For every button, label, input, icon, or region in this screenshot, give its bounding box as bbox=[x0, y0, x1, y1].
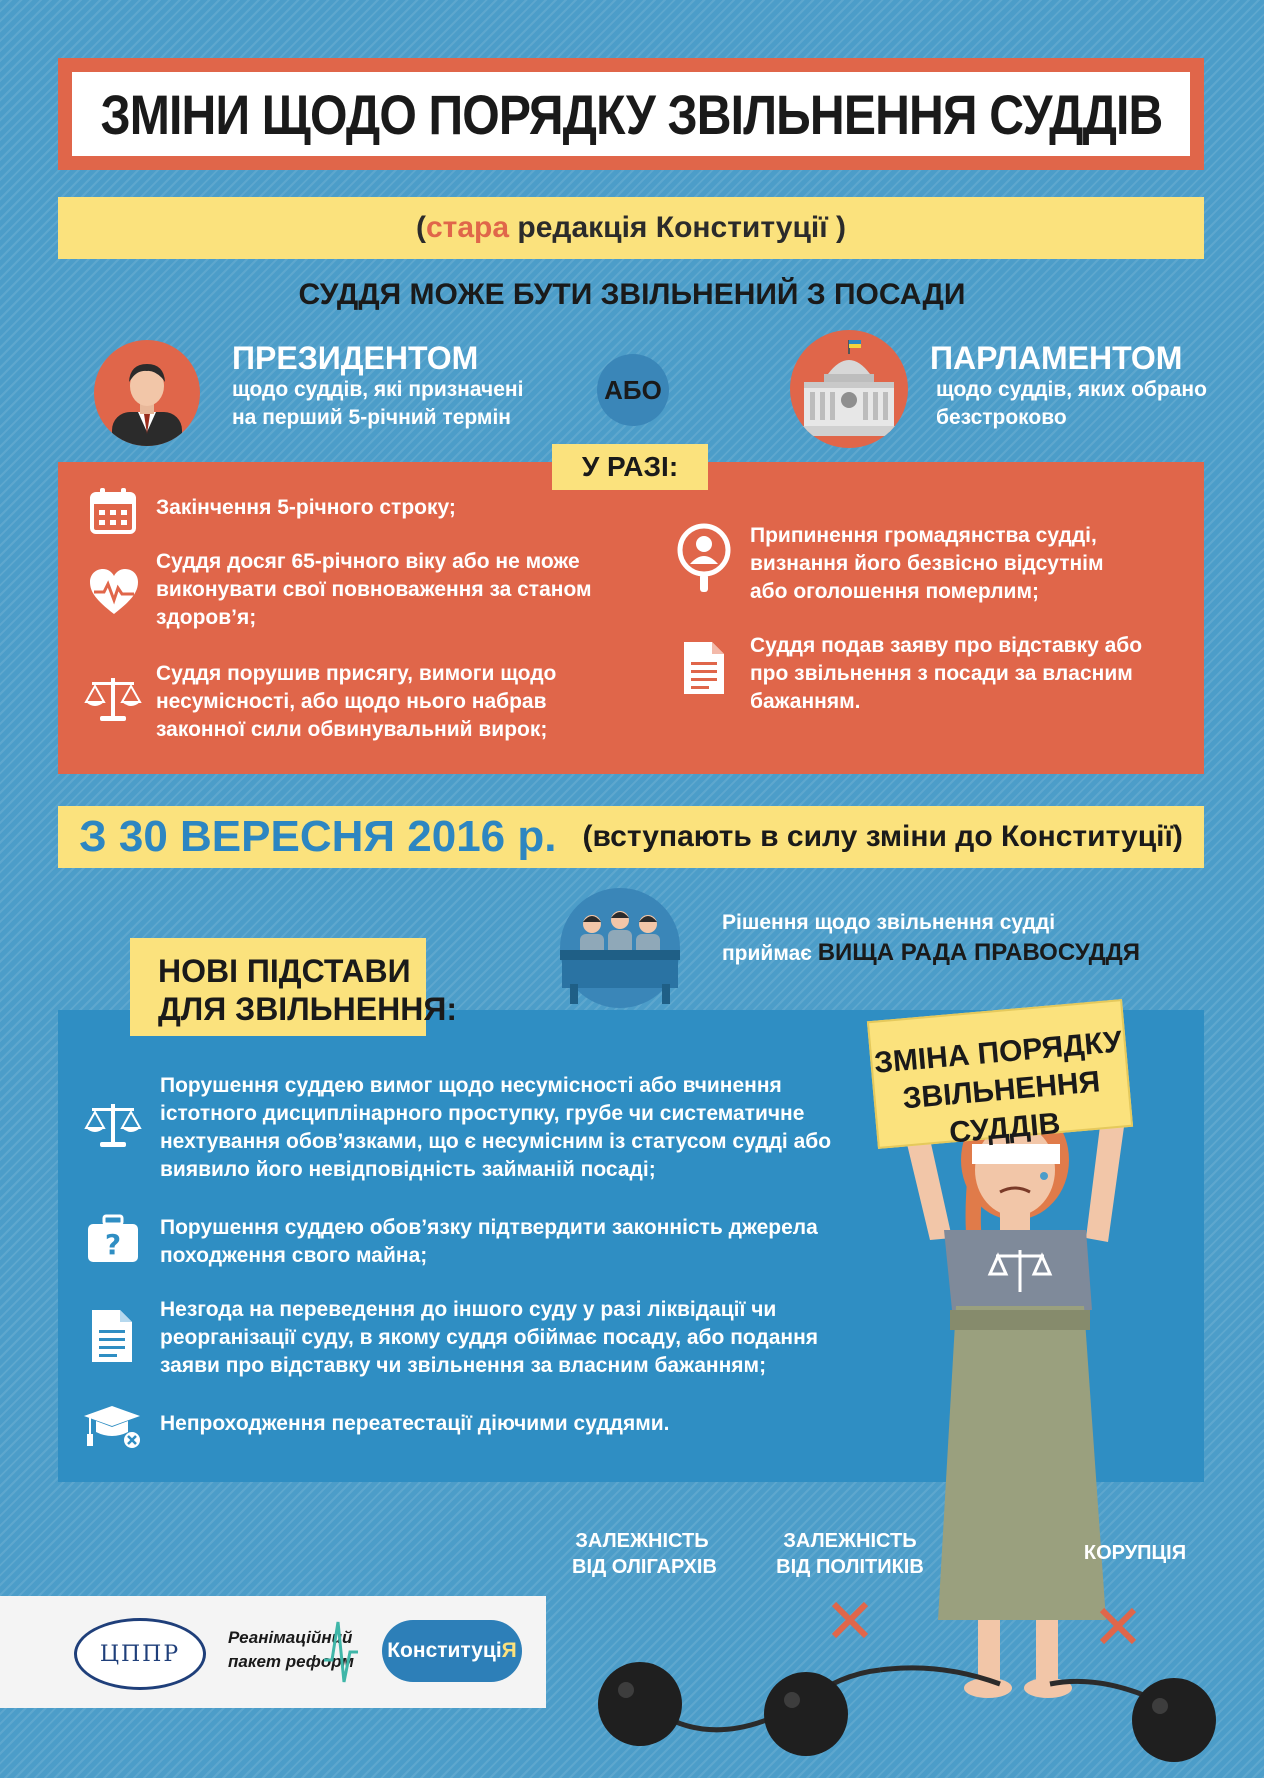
new-ground-line: виявило його невідповідність займаній посаді; bbox=[160, 1158, 656, 1181]
briefcase-question-icon bbox=[86, 1214, 140, 1264]
old-condition-line: законної сили обвинувальний вирок; bbox=[156, 718, 548, 741]
new-ground-item bbox=[160, 1072, 831, 1184]
parliament-building-icon bbox=[790, 330, 908, 448]
chain-label-line: ВІД ПОЛІТИКІВ bbox=[776, 1556, 924, 1578]
old-edition-rest: редакція Конституції ) bbox=[509, 211, 847, 244]
council-judges-icon bbox=[560, 888, 680, 1008]
new-grounds-label-line: ДЛЯ ЗВІЛЬНЕННЯ: bbox=[158, 991, 457, 1027]
new-ground-item bbox=[160, 1214, 818, 1270]
effective-date-note: (вступають в силу зміни до Конституції) bbox=[582, 820, 1183, 853]
president-desc-line: на перший 5-річний термін bbox=[232, 406, 511, 429]
pulse-icon bbox=[324, 1616, 358, 1690]
old-condition-line: виконувати свої повноваження за станом bbox=[156, 578, 592, 601]
new-grounds-label bbox=[130, 938, 457, 1036]
new-ground-line: заяви про відставку чи звільнення за власним бажанням; bbox=[160, 1354, 767, 1377]
old-condition-item bbox=[156, 660, 556, 744]
heart-pulse-icon bbox=[86, 566, 142, 618]
council-text bbox=[722, 908, 1140, 969]
old-condition-item bbox=[156, 494, 456, 522]
logo-strip bbox=[0, 1596, 546, 1708]
effective-date: З 30 ВЕРЕСНЯ 2016 р. bbox=[79, 812, 557, 861]
old-edition-open: ( bbox=[415, 211, 426, 244]
in-case-label: У РАЗІ: bbox=[552, 444, 708, 490]
scales-icon bbox=[84, 1100, 142, 1150]
council-line: Рішення щодо звільнення судді bbox=[722, 911, 1056, 934]
president-avatar bbox=[94, 340, 200, 446]
chain-label-line: ВІД ОЛІГАРХІВ bbox=[572, 1556, 717, 1578]
person-search-icon bbox=[676, 522, 732, 594]
high-council-name: ВИЩА РАДА ПРАВОСУДДЯ bbox=[817, 939, 1141, 966]
old-condition-line: або оголошення померлим; bbox=[750, 580, 1039, 603]
broken-chain-mark bbox=[1102, 1610, 1134, 1642]
cppr-logo-text: ЦППР bbox=[99, 1641, 181, 1667]
protest-sign-line: ЗМІНА ПОРЯДКУ bbox=[872, 1025, 1124, 1080]
council-line bbox=[722, 938, 1140, 969]
iron-ball bbox=[1132, 1678, 1216, 1762]
new-ground-line: Незгода на переведення до іншого суду у разі ліквідації чи bbox=[160, 1298, 777, 1321]
old-condition-line: Суддя подав заяву про відставку або bbox=[750, 634, 1143, 657]
graduation-cap-icon bbox=[82, 1402, 144, 1450]
iron-ball bbox=[598, 1662, 682, 1746]
council-prefix: приймає bbox=[722, 942, 818, 965]
konstytutsiia-logo-tail: Я bbox=[501, 1639, 517, 1662]
scales-icon bbox=[84, 674, 142, 724]
new-ground-line: Непроходження переатестації діючими суддями. bbox=[160, 1412, 670, 1435]
new-ground-line: Порушення суддею обов’язку підтвердити законність джерела bbox=[160, 1216, 818, 1239]
old-condition-item bbox=[750, 632, 1142, 716]
date-bar bbox=[58, 806, 1204, 868]
broken-chain-mark bbox=[834, 1604, 866, 1636]
calendar-icon bbox=[88, 486, 138, 536]
new-ground-item bbox=[160, 1410, 670, 1438]
old-condition-line: бажанням. bbox=[750, 690, 861, 713]
president-icon bbox=[94, 340, 200, 446]
chain-label-politicians bbox=[776, 1528, 924, 1580]
old-condition-item bbox=[156, 548, 592, 632]
document-icon bbox=[90, 1308, 134, 1364]
title-banner bbox=[58, 58, 1204, 170]
new-ground-item bbox=[160, 1296, 818, 1380]
page-title: ЗМІНИ ЩОДО ПОРЯДКУ ЗВІЛЬНЕННЯ СУДДІВ bbox=[99, 82, 1163, 146]
konstytutsiia-logo-text: Конституці bbox=[387, 1639, 502, 1662]
parliament-desc-line: щодо суддів, яких обрано bbox=[936, 378, 1207, 401]
can-be-dismissed-heading: СУДДЯ МОЖЕ БУТИ ЗВІЛЬНЕНИЙ З ПОСАДИ bbox=[298, 278, 966, 311]
old-condition-line: про звільнення з посади за власним bbox=[750, 662, 1133, 685]
konstytutsiia-logo bbox=[382, 1620, 522, 1682]
rpr-logo-line: Реанімаційний bbox=[228, 1628, 353, 1647]
parliament-desc-line: безстроково bbox=[936, 406, 1067, 429]
protest-sign-text bbox=[871, 1023, 1132, 1159]
chain-label-oligarchs bbox=[572, 1528, 717, 1580]
council-badge bbox=[560, 888, 680, 1008]
rpr-logo-line: пакет реформ bbox=[228, 1652, 354, 1671]
president-desc bbox=[232, 376, 523, 432]
chains-illustration bbox=[580, 1574, 1220, 1774]
protest-sign-line: ЗВІЛЬНЕННЯ СУДДІВ bbox=[901, 1065, 1102, 1150]
new-grounds-label-text bbox=[158, 952, 457, 1028]
new-grounds-label-line: НОВІ ПІДСТАВИ bbox=[158, 953, 411, 989]
document-icon bbox=[682, 640, 726, 696]
new-ground-line: нехтування обов’язками, що є несумісним із статусом судді або bbox=[160, 1130, 832, 1153]
chain-label-corruption: КОРУПЦІЯ bbox=[1083, 1542, 1187, 1564]
old-edition-bar bbox=[58, 197, 1204, 259]
title-inner bbox=[72, 72, 1190, 156]
president-desc-line: щодо суддів, які призначені bbox=[232, 378, 524, 401]
new-ground-line: істотного дисциплінарного проступку, грубе чи систематичне bbox=[160, 1102, 805, 1125]
old-condition-line: здоров’я; bbox=[156, 606, 257, 629]
chain-label-line: ЗАЛЕЖНІСТЬ bbox=[575, 1530, 709, 1552]
parliament-avatar bbox=[790, 330, 908, 448]
old-condition-item bbox=[750, 522, 1104, 606]
new-ground-line: походження свого майна; bbox=[160, 1244, 428, 1267]
cppr-logo bbox=[74, 1618, 206, 1690]
new-ground-line: реорганізації суду, в якому суддя обіймає посаду, або подання bbox=[160, 1326, 819, 1349]
or-badge: АБО bbox=[597, 354, 669, 426]
iron-ball bbox=[764, 1672, 848, 1756]
protest-sign bbox=[867, 999, 1133, 1149]
president-title: ПРЕЗИДЕНТОМ bbox=[232, 340, 479, 376]
old-condition-line: Суддя досяг 65-річного віку або не може bbox=[156, 550, 580, 573]
old-condition-line: Суддя порушив присягу, вимоги щодо bbox=[156, 662, 557, 685]
chain-label-line: ЗАЛЕЖНІСТЬ bbox=[783, 1530, 917, 1552]
old-condition-line: несумісності, або щодо нього набрав bbox=[156, 690, 547, 713]
old-condition-line: Припинення громадянства судді, bbox=[750, 524, 1097, 547]
old-edition-highlight: стара bbox=[425, 211, 510, 244]
parliament-desc bbox=[936, 376, 1207, 432]
old-condition-line: визнання його безвісно відсутнім bbox=[750, 552, 1104, 575]
new-ground-line: Порушення суддею вимог щодо несумісності або вчинення bbox=[160, 1074, 782, 1097]
svg-text:?: ? bbox=[104, 1228, 122, 1261]
old-condition-line: Закінчення 5-річного строку; bbox=[156, 496, 456, 519]
parliament-title: ПАРЛАМЕНТОМ bbox=[930, 340, 1183, 376]
